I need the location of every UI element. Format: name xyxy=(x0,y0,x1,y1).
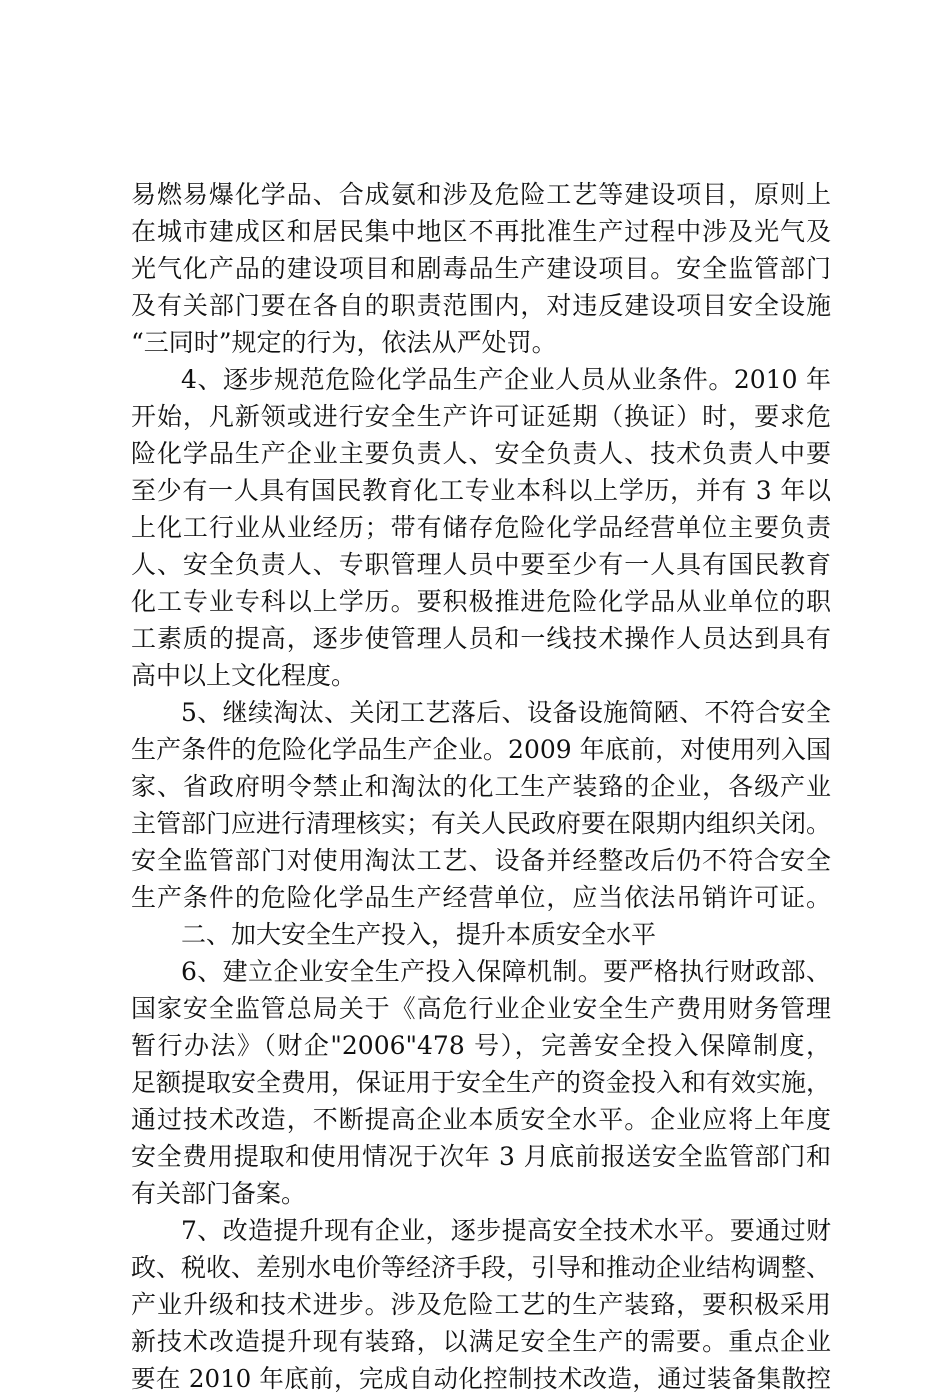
text-line: 暂行办法》（财企"2006"478 号），完善安全投入保障制度， xyxy=(131,1031,831,1060)
text-line: 在城市建成区和居民集中地区不再批准生产过程中涉及光气及 xyxy=(131,217,831,246)
text-line: 要在 2010 年底前，完成自动化控制技术改造，通过装备集散控 xyxy=(131,1364,831,1393)
text-line: 人、安全负责人、专职管理人员中要至少有一人具有国民教育 xyxy=(131,550,831,579)
text-line: 家、省政府明令禁止和淘汰的化工生产装臵的企业，各级产业 xyxy=(131,772,831,801)
text-line: 生产条件的危险化学品生产企业。2009 年底前，对使用列入国 xyxy=(131,735,831,764)
paragraph-item-4: 4、逐步规范危险化学品生产企业人员从业条件。2010 年 xyxy=(181,365,831,394)
text-line: 工素质的提高，逐步使管理人员和一线技术操作人员达到具有 xyxy=(131,624,831,653)
text-line: 足额提取安全费用，保证用于安全生产的资金投入和有效实施， xyxy=(131,1068,832,1097)
section-heading: 二、加大安全生产投入，提升本质安全水平 xyxy=(181,920,657,949)
text-line: 政、税收、差别水电价等经济手段，引导和推动企业结构调整、 xyxy=(131,1253,832,1282)
text-line: 安全费用提取和使用情况于次年 3 月底前报送安全监管部门和 xyxy=(131,1142,831,1171)
text-line: 生产条件的危险化学品生产经营单位，应当依法吊销许可证。 xyxy=(131,883,831,912)
document-body xyxy=(131,176,831,1397)
text-line: 有关部门备案。 xyxy=(131,1179,307,1208)
text-line: 开始，凡新领或进行安全生产许可证延期（换证）时，要求危 xyxy=(131,402,831,431)
text-line: 及有关部门要在各自的职责范围内，对违反建设项目安全设施 xyxy=(131,291,831,320)
paragraph-item-6: 6、建立企业安全生产投入保障机制。要严格执行财政部、 xyxy=(181,957,831,986)
text-line: 易燃易爆化学品、合成氨和涉及危险工艺等建设项目，原则上 xyxy=(131,180,831,209)
text-line: 主管部门应进行清理核实；有关人民政府要在限期内组织关闭。 xyxy=(131,809,832,838)
paragraph-item-7: 7、改造提升现有企业，逐步提高安全技术水平。要通过财 xyxy=(181,1216,831,1245)
text-line: 通过技术改造，不断提高企业本质安全水平。企业应将上年度 xyxy=(131,1105,831,1134)
text-line: 光气化产品的建设项目和剧毒品生产建设项目。安全监管部门 xyxy=(131,254,831,283)
text-line: 安全监管部门对使用淘汰工艺、设备并经整改后仍不符合安全 xyxy=(131,846,831,875)
paragraph-item-5: 5、继续淘汰、关闭工艺落后、设备设施简陋、不符合安全 xyxy=(181,698,831,727)
text-line: 高中以上文化程度。 xyxy=(131,661,357,690)
text-line: 至少有一人具有国民教育化工专业本科以上学历，并有 3 年以 xyxy=(131,476,831,505)
text-line: 新技术改造提升现有装臵，以满足安全生产的需要。重点企业 xyxy=(131,1327,831,1356)
text-line: 化工专业专科以上学历。要积极推进危险化学品从业单位的职 xyxy=(131,587,831,616)
text-line: “三同时”规定的行为，依法从严处罚。 xyxy=(131,328,557,357)
text-line: 产业升级和技术进步。涉及危险工艺的生产装臵，要积极采用 xyxy=(131,1290,831,1319)
text-line: 险化学品生产企业主要负责人、安全负责人、技术负责人中要 xyxy=(131,439,831,468)
text-line: 国家安全监管总局关于《高危行业企业安全生产费用财务管理 xyxy=(131,994,831,1023)
text-line: 上化工行业从业经历；带有储存危险化学品经营单位主要负责 xyxy=(131,513,831,542)
